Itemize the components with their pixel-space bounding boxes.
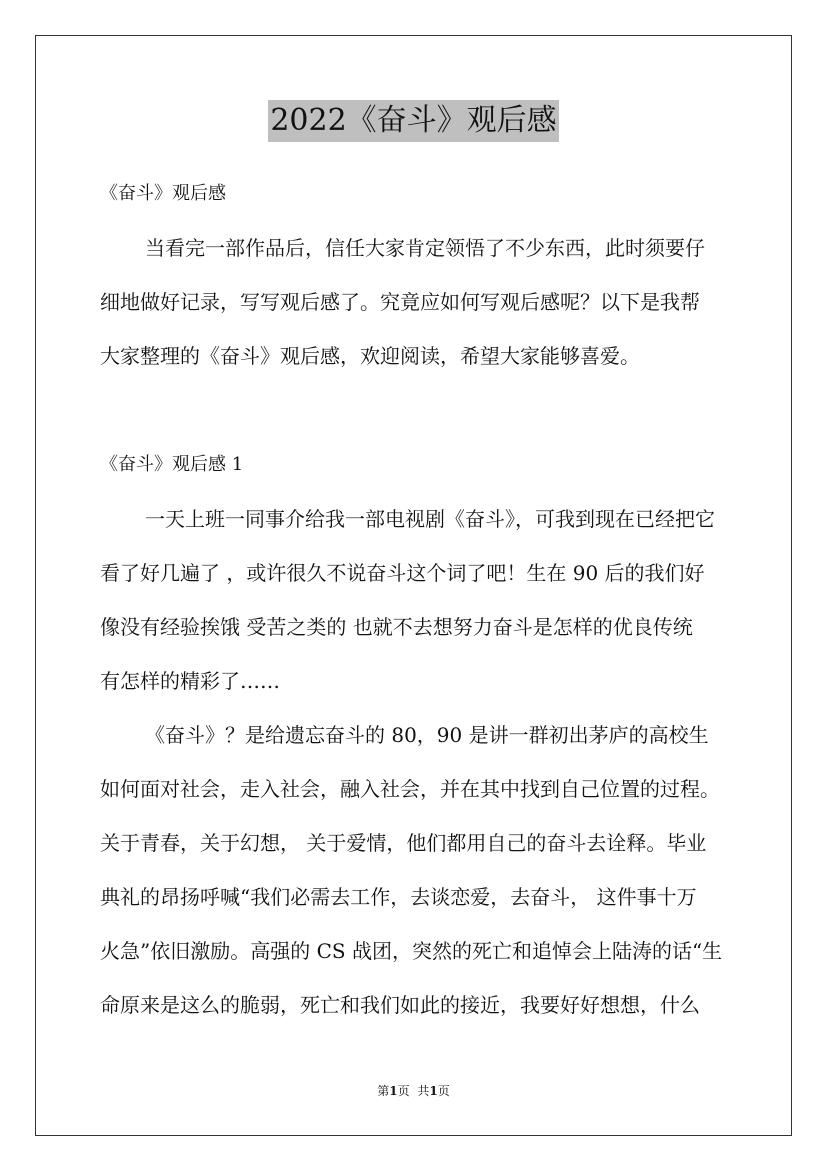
paragraph-line: 有怎样的精彩了…… [100,669,280,693]
title-container [0,100,827,142]
intro-heading: 《奋斗》观后感 [100,183,226,204]
document-title: 2022《奋斗》观后感 [268,100,558,142]
paragraph-line: 当看完一部作品后，信任大家肯定领悟了不少东西，此时须要仔 [145,236,705,260]
paragraph-line: 如何面对社会，走入社会，融入社会，并在其中找到自己位置的过程。 [100,777,720,801]
paragraph-line: 像没有经验挨饿 受苦之类的 也就不去想努力奋斗是怎样的优良传统 [100,615,693,639]
total-pages: 1 [429,1084,438,1098]
page-prefix: 第 [377,1084,390,1098]
paragraph-line: 大家整理的《奋斗》观后感，欢迎阅读，希望大家能够喜爱。 [100,344,640,368]
paragraph-line: 火急”依旧激励。高强的 CS 战团，突然的死亡和追悼会上陆涛的话“生 [100,939,723,963]
paragraph-line: 典礼的昂扬呼喊“我们必需去工作，去谈恋爱，去奋斗， 这件事十万 [100,885,697,909]
total-prefix: 共 [417,1084,430,1098]
paragraph-line: 一天上班一同事介给我一部电视剧《奋斗》，可我到现在已经把它 [145,507,715,531]
paragraph-line: 细地做好记录，写写观后感了。究竟应如何写观后感呢？以下是我帮 [100,290,700,314]
page-number: 1 [389,1084,398,1098]
section-heading: 《奋斗》观后感 1 [100,454,244,475]
section-paragraph [100,708,740,1032]
intro-paragraph [100,221,740,383]
section-paragraph [100,492,740,708]
paragraph-line: 《奋斗》？是给遗忘奋斗的 80，90 是讲一群初出茅庐的高校生 [145,723,709,747]
paragraph-line: 关于青春，关于幻想， 关于爱情，他们都用自己的奋斗去诠释。毕业 [100,831,707,855]
total-suffix: 页 [437,1084,450,1098]
paragraph-line: 看了好几遍了 ，或许很久不说奋斗这个词了吧！生在 90 后的我们好 [100,561,705,585]
paragraph-line: 命原来是这么的脆弱，死亡和我们如此的接近，我要好好想想，什么 [100,993,700,1017]
page-footer [0,1083,827,1099]
page-suffix: 页 [397,1084,410,1098]
